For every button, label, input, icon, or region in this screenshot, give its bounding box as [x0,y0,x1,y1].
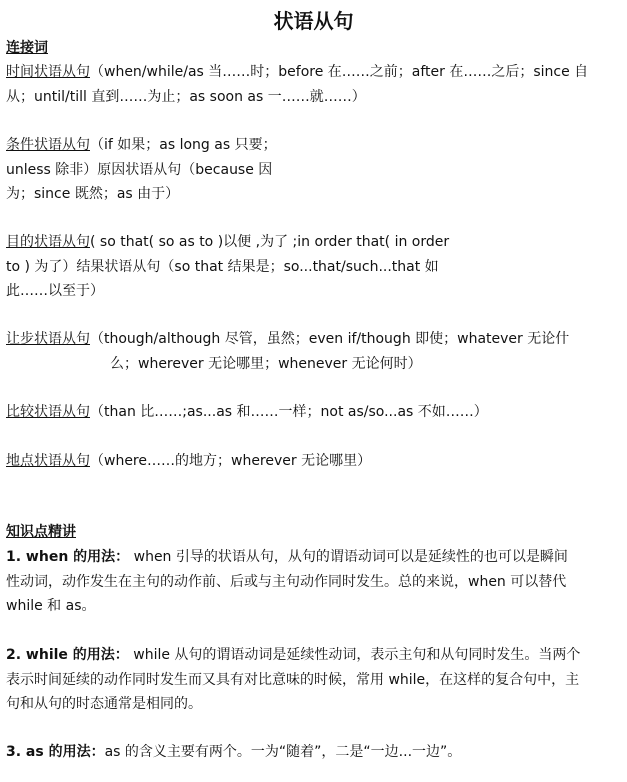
comparison-clause-text: （than 比……;as...as 和……一样；not as/so...as 不如……） [90,404,488,420]
place-clause-paragraph [6,449,618,474]
condition-clause-line2: unless 除非）原因状语从句（because 因 [6,161,273,178]
point-while-text: while 从句的谓语动词是延续性动词，表示主句和从句同时发生。当两个 [128,647,581,663]
conjunctions-heading: 连接词 [6,40,48,56]
point-when-text: when 引导的状语从句，从句的谓语动词可以是延续性的也可以是瞬间 [129,549,568,565]
concession-clause-paragraph [6,327,618,376]
condition-clause-paragraph [6,133,618,207]
purpose-clause-label: 目的状语从句 [6,234,90,250]
time-clause-paragraph [6,60,618,109]
point-when-paragraph [6,545,618,619]
point-while-head: 2. while 的用法： [6,647,129,663]
page-title: 状语从句 [273,9,354,33]
comparison-clause-paragraph [6,400,618,425]
concession-clause-text: （though/although 尽管，虽然；even if/though 即使；whatever 无论什 [90,331,570,347]
purpose-clause-text: ( so that( so as to )以便 ,为了 ;in order that( in order [90,234,450,250]
time-clause-label: 时间状语从句 [6,64,90,80]
concession-clause-label: 让步状语从句 [6,331,90,347]
point-when-head: 1. when 的用法： [6,549,130,565]
purpose-clause-paragraph [6,230,618,304]
point-while-paragraph [6,643,618,717]
point-while-line2: 表示时间延续的动作同时发生而又具有对比意味的时候，常用 while，在这样的复合句中，主 [6,671,580,688]
concession-clause-line2: 么；wherever 无论哪里；whenever 无论何时） [110,355,422,372]
knowledge-heading: 知识点精讲 [6,524,76,540]
time-clause-text: （when/while/as 当……时；before 在……之前；after 在……之后；since 自 [90,64,589,80]
point-when-line3: while 和 as。 [6,598,96,614]
point-as-text: as 的含义主要有两个。一为“随着”，二是“一边...一边”。 [104,744,462,760]
time-clause-line2: 从；until/till 直到……为止；as soon as 一……就……） [6,88,366,105]
point-while-line3: 句和从句的时态通常是相同的。 [6,696,202,712]
condition-clause-text: （if 如果；as long as 只要； [90,137,277,153]
point-when-line2: 性动词，动作发生在主句的动作前、后或与主句动作同时发生。总的来说，when 可以替代 [6,573,567,590]
point-as-paragraph [6,740,618,765]
place-clause-text: （where……的地方；wherever 无论哪里） [90,453,372,469]
condition-clause-line3: 为；since 既然；as 由于） [6,186,180,202]
purpose-clause-line3: 此……以至于） [6,283,104,299]
point-as-head: 3. as 的用法： [6,744,105,760]
condition-clause-label: 条件状语从句 [6,137,90,153]
place-clause-label: 地点状语从句 [6,453,90,469]
purpose-clause-line2: to ) 为了）结果状语从句（so that 结果是；so...that/such...that 如 [6,258,439,275]
comparison-clause-label: 比较状语从句 [6,404,90,420]
